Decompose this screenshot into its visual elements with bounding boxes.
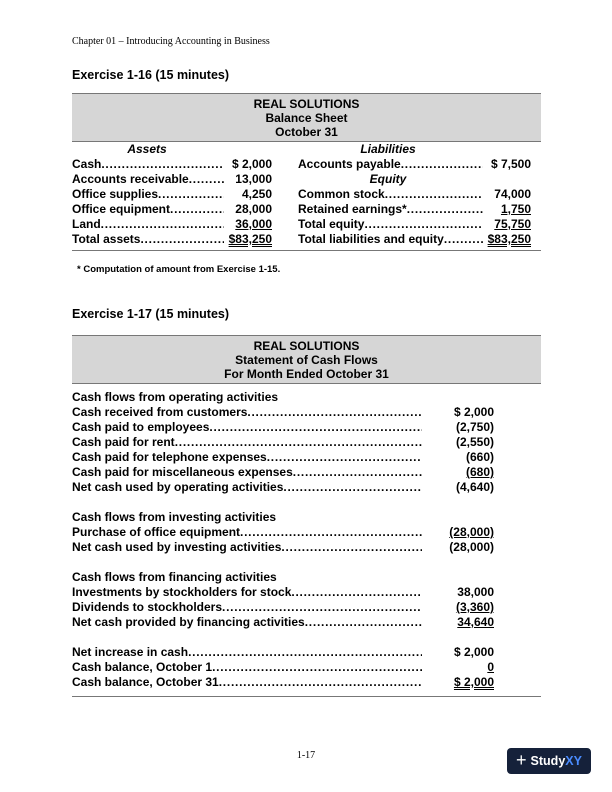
brand-text: StudyXY [530, 754, 582, 768]
summary-total-row: Cash balance, October 31 . . . $ 2,000 [72, 675, 541, 690]
balance-sheet-panel [72, 93, 541, 251]
summary-row: Cash balance, October 1 . . . 0 [72, 660, 541, 675]
operating-row: Cash paid to employees . . . (2,750) [72, 420, 541, 435]
investing-row: Purchase of office equipment . . . (28,000) [72, 525, 541, 540]
operating-row: Cash paid for miscellaneous expenses . . . (680) [72, 465, 541, 480]
liability-row: Accounts payable . . . $ 7,500 [298, 157, 541, 172]
total-assets-row: Total assets . . . $83,250 [72, 232, 272, 247]
financing-row: Investments by stockholders for stock . . . 38,000 [72, 585, 541, 600]
liabilities-equity-column [298, 142, 541, 247]
statement-date: October 31 [275, 125, 338, 139]
asset-row: Land . . . 36,000 [72, 217, 272, 232]
equity-heading: Equity [369, 172, 407, 186]
summary-row: Net increase in cash . . . $ 2,000 [72, 645, 541, 660]
equity-row: Total equity . . . 75,750 [298, 217, 541, 232]
operating-total-row: Net cash used by operating activities . . . (4,640) [72, 480, 541, 495]
operating-heading: Cash flows from operating activities [72, 390, 279, 404]
footnote: * Computation of amount from Exercise 1-15. [77, 264, 281, 275]
equity-row: Common stock . . . 74,000 [298, 187, 541, 202]
asset-row: Office supplies . . . 4,250 [72, 187, 272, 202]
plus-icon: + [516, 750, 527, 770]
cash-flow-header [72, 336, 541, 384]
statement-title: Statement of Cash Flows [235, 353, 378, 367]
operating-row: Cash paid for telephone expenses . . . (660) [72, 450, 541, 465]
company-name: REAL SOLUTIONS [253, 339, 360, 353]
financing-row: Dividends to stockholders . . . (3,360) [72, 600, 541, 615]
liabilities-heading: Liabilities [360, 142, 416, 156]
operating-row: Cash received from customers . . . $ 2,000 [72, 405, 541, 420]
statement-title: Balance Sheet [265, 111, 348, 125]
page-number: 1-17 [296, 750, 316, 761]
cash-flow-panel [72, 335, 541, 697]
assets-heading: Assets [127, 142, 167, 156]
balance-sheet-header [72, 94, 541, 142]
equity-row: Retained earnings* . . . 1,750 [298, 202, 541, 217]
total-liabilities-equity-row: Total liabilities and equity . . . $83,250 [298, 232, 541, 247]
investing-total-row: Net cash used by investing activities . . . (28,000) [72, 540, 541, 555]
statement-period: For Month Ended October 31 [224, 367, 389, 381]
company-name: REAL SOLUTIONS [253, 97, 360, 111]
operating-row: Cash paid for rent . . . (2,550) [72, 435, 541, 450]
asset-row: Accounts receivable . . . 13,000 [72, 172, 272, 187]
asset-row: Office equipment . . . 28,000 [72, 202, 272, 217]
cash-flow-body [72, 384, 541, 696]
financing-total-row: Net cash provided by financing activities . . . 34,640 [72, 615, 541, 630]
asset-row: Cash . . . $ 2,000 [72, 157, 272, 172]
chapter-header: Chapter 01 – Introducing Accounting in Business [72, 36, 270, 47]
exercise-16-title: Exercise 1-16 (15 minutes) [72, 68, 230, 82]
investing-heading: Cash flows from investing activities [72, 510, 277, 524]
financing-heading: Cash flows from financing activities [72, 570, 277, 584]
assets-column [72, 142, 272, 247]
studyxy-badge[interactable] [507, 748, 591, 774]
balance-sheet-body [72, 142, 541, 250]
exercise-17-title: Exercise 1-17 (15 minutes) [72, 307, 230, 321]
